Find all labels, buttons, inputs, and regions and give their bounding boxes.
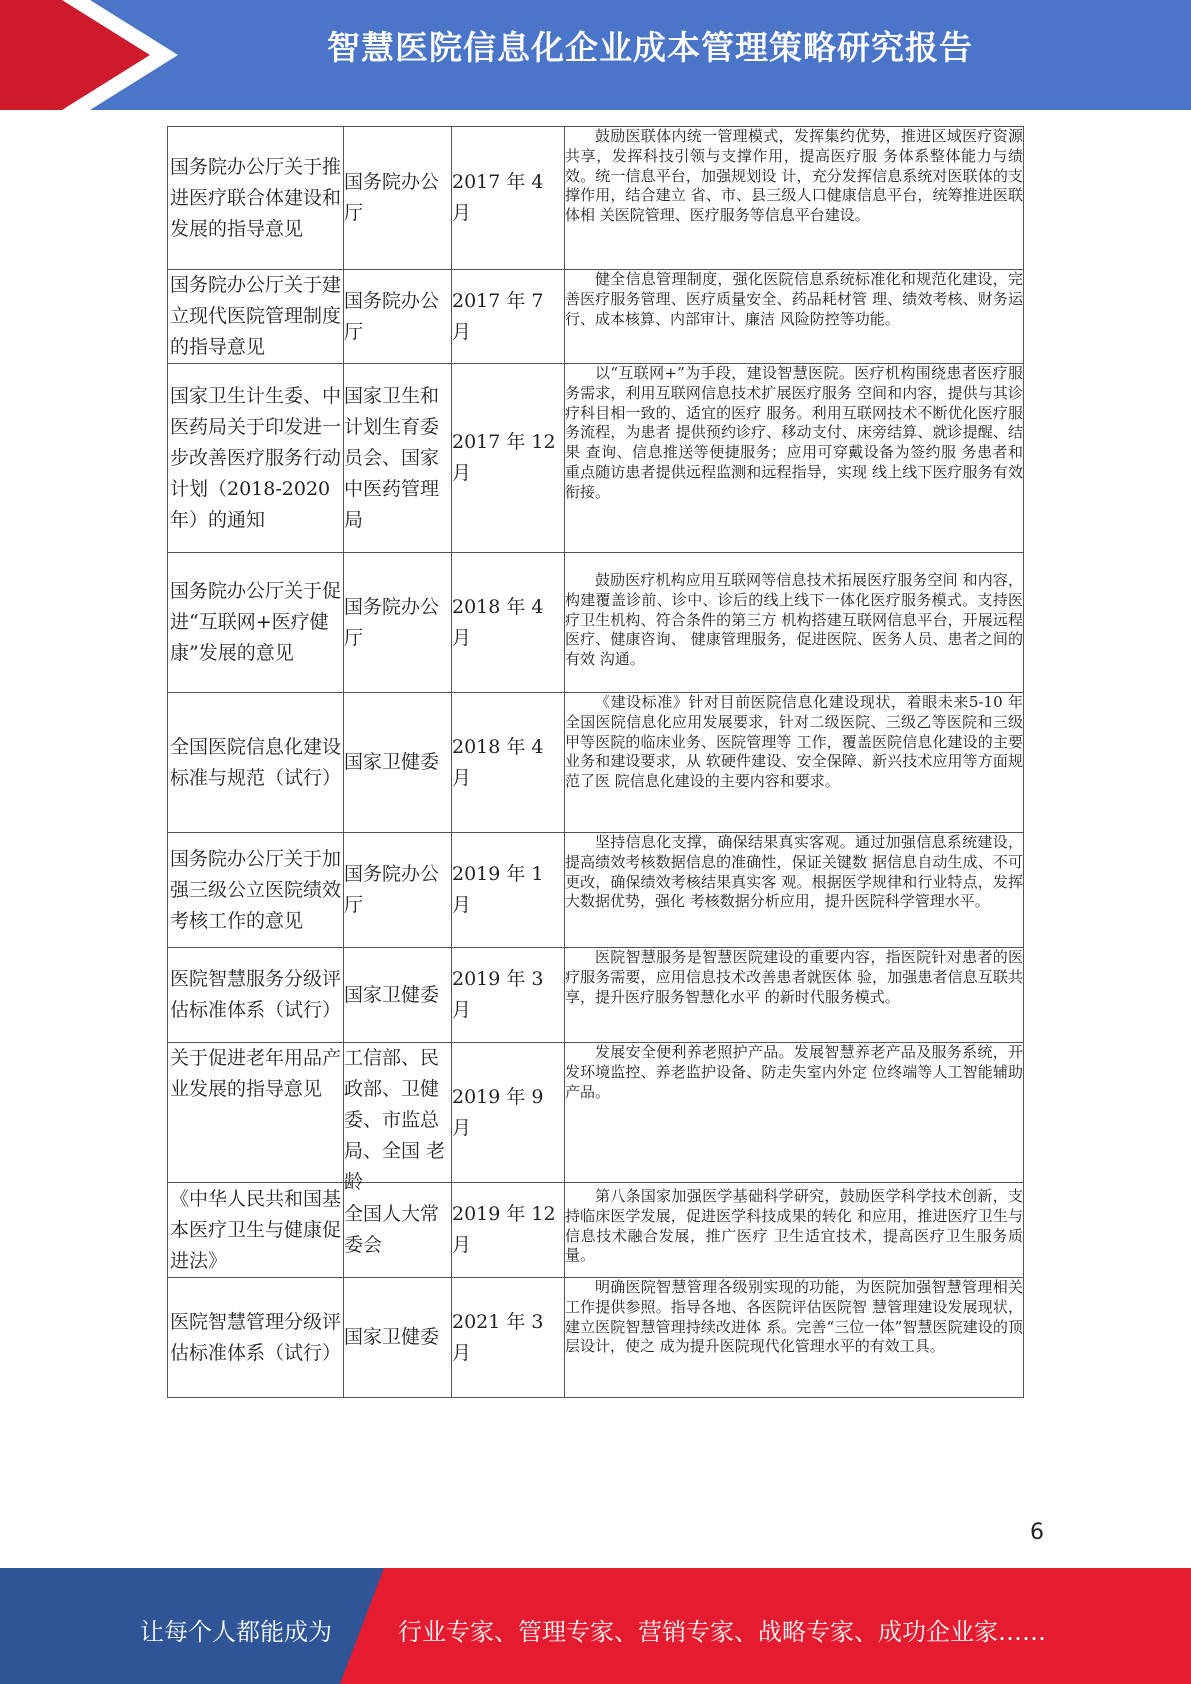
policy-issuer: 国家卫健委 (344, 693, 452, 833)
policy-issuer: 国家卫生和计划生育委员会、国家中医药管理局 (344, 364, 452, 553)
policy-name: 医院智慧管理分级评估标准体系（试行） (168, 1278, 344, 1398)
policy-date: 2019 年 12 月 (452, 1183, 565, 1278)
table-row (168, 364, 1024, 553)
table-row (168, 1183, 1024, 1278)
policy-issuer: 国务院办公厅 (344, 270, 452, 364)
policy-content-text: 《建设标准》针对目前医院信息化建设现状，着眼未来5-10 年全国医院信息化应用发展要求，针对二级医院、三级乙等医院和三级甲等医院的临床业务、医院管理等 工作，覆盖医院信息化建设的主要业务和建设要求，从 软硬件建设、安全保障、新兴技术应用等方面规范了医 院信息化建设的主要内容和要求。 (565, 693, 1023, 791)
policy-date: 2019 年 1 月 (452, 833, 565, 948)
policy-content-text: 医院智慧服务是智慧医院建设的重要内容，指医院针对患者的医疗服务需要，应用信息技术改善患者就医体 验，加强患者信息互联共享，提升医疗服务智慧化水平 的新时代服务模式。 (565, 948, 1023, 1006)
policy-content (565, 1183, 1024, 1278)
policy-content (565, 127, 1024, 270)
policy-date: 2019 年 3 月 (452, 948, 565, 1043)
policy-table (167, 126, 1024, 1398)
policy-content (565, 833, 1024, 948)
table-row (168, 553, 1024, 693)
policy-issuer: 国务院办公厅 (344, 553, 452, 693)
policy-issuer: 国家卫健委 (344, 1278, 452, 1398)
table-row (168, 1043, 1024, 1183)
policy-issuer: 全国人大常委会 (344, 1183, 452, 1278)
policy-content-text: 发展安全便利养老照护产品。发展智慧养老产品及服务系统，开发环境监控、养老监护设备、防走失室内外定 位终端等人工智能辅助产品。 (565, 1043, 1023, 1101)
policy-date: 2019 年 9 月 (452, 1043, 565, 1183)
policy-name: 全国医院信息化建设标准与规范（试行） (168, 693, 344, 833)
policy-name: 国务院办公厅关于促进“互联网+医疗健康”发展的意见 (168, 553, 344, 693)
footer-slogan-right: 行业专家、管理专家、营销专家、战略专家、成功企业家…… (398, 1618, 1046, 1646)
policy-name: 《中华人民共和国基本医疗卫生与健康促进法》 (168, 1183, 344, 1278)
policy-content (565, 693, 1024, 833)
policy-content-text: 鼓励医疗机构应用互联网等信息技术拓展医疗服务空间 和内容，构建覆盖诊前、诊中、诊后的线上线下一体化医疗服务模式。支持医疗卫生机构、符合条件的第三方 机构搭建互联网信息平台，开展远程医疗、健康咨询、 健康管理服务，促进医院、医务人员、患者之间的有效 沟通。 (565, 571, 1023, 669)
policy-content-text: 明确医院智慧管理各级别实现的功能，为医院加强智慧管理相关工作提供参照。指导各地、各医院评估医院智 慧管理建设发展现状，建立医院智慧管理持续改进体 系。完善“三位一体”智慧医院建设的顶层设计，使之 成为提升医院现代化管理水平的有效工具。 (565, 1278, 1023, 1356)
policy-date: 2017 年 4 月 (452, 127, 565, 270)
policy-name: 医院智慧服务分级评估标准体系（试行） (168, 948, 344, 1043)
policy-content (565, 1043, 1024, 1183)
table-row (168, 127, 1024, 270)
policy-date: 2017 年 7 月 (452, 270, 565, 364)
policy-content-text: 鼓励医联体内统一管理模式，发挥集约优势，推进区域医疗资源共享，发挥科技引领与支撑作用，提高医疗服 务体系整体能力与绩效。统一信息平台，加强规划设 计，充分发挥信息系统对医联体的支撑作用，结合建立 省、市、县三级人口健康信息平台，统筹推进医联体相 关医院管理、医疗服务等信息平台建设。 (565, 127, 1023, 225)
page-number: 6 (1030, 1520, 1044, 1545)
policy-content-text: 第八条国家加强医学基础科学研究，鼓励医学科学技术创新，支持临床医学发展，促进医学科技成果的转化 和应用，推进医疗卫生与信息技术融合发展，推广医疗 卫生适宜技术，提高医疗卫生服务质量。 (565, 1187, 1023, 1265)
policy-date: 2018 年 4 月 (452, 553, 565, 693)
policy-content (565, 553, 1024, 693)
policy-name: 国家卫生计生委、中医药局关于印发进一步改善医疗服务行动计划（2018-2020 年）的通知 (168, 364, 344, 553)
policy-issuer: 国务院办公厅 (344, 127, 452, 270)
policy-date: 2018 年 4 月 (452, 693, 565, 833)
policy-issuer-text: 工信部、民政部、卫健委、市监总 局、全国 老龄 (344, 1047, 446, 1193)
policy-content (565, 948, 1024, 1043)
table-row (168, 270, 1024, 364)
policy-content-text: 以“互联网+”为手段，建设智慧医院。医疗机构围绕患者医疗服务需求，利用互联网信息技术扩展医疗服务 空间和内容，提供与其诊疗科目相一致的、适宜的医疗 服务。利用互联网技术不断优化医疗服务流程，为患者 提供预约诊疗、移动支付、床旁结算、就诊提醒、结果 查询、信息推送等便捷服务；应用可穿戴设备为签约服 务患者和重点随访患者提供远程监测和远程指导，实现 线上线下医疗服务有效衔接。 (565, 364, 1023, 501)
policy-content (565, 364, 1024, 553)
policy-issuer (344, 1043, 452, 1193)
policy-name (168, 1043, 344, 1183)
policy-content-text: 健全信息管理制度，强化医院信息系统标准化和规范化建设，完善医疗服务管理、医疗质量安全、药品耗材管 理、绩效考核、财务运行、成本核算、内部审计、廉洁 风险防控等功能。 (565, 270, 1023, 328)
page-title: 智慧医院信息化企业成本管理策略研究报告 (327, 28, 973, 67)
policy-content (565, 270, 1024, 364)
policy-name: 国务院办公厅关于推进医疗联合体建设和发展的指导意见 (168, 127, 344, 270)
footer-slogan-left: 让每个人都能成为 (140, 1618, 332, 1646)
table-row (168, 948, 1024, 1043)
policy-name: 国务院办公厅关于建立现代医院管理制度的指导意见 (168, 270, 344, 364)
policy-issuer: 国务院办公厅 (344, 833, 452, 948)
table-row (168, 1278, 1024, 1398)
policy-date: 2021 年 3 月 (452, 1278, 565, 1398)
table-row (168, 833, 1024, 948)
policy-name: 国务院办公厅关于加强三级公立医院绩效考核工作的意见 (168, 833, 344, 948)
table-row (168, 693, 1024, 833)
policy-issuer: 国家卫健委 (344, 948, 452, 1043)
policy-name-text: 关于促进老年用品产业发展的指导意见 (170, 1047, 342, 1100)
policy-content (565, 1278, 1024, 1398)
policy-content-text: 坚持信息化支撑，确保结果真实客观。通过加强信息系统建设，提高绩效考核数据信息的准确性，保证关键数 据信息自动生成、不可更改，确保绩效考核结果真实客 观。根据医学规律和行业特点，发挥大数据优势，强化 考核数据分析应用，提升医院科学管理水平。 (565, 833, 1023, 911)
policy-date: 2017 年 12 月 (452, 364, 565, 553)
